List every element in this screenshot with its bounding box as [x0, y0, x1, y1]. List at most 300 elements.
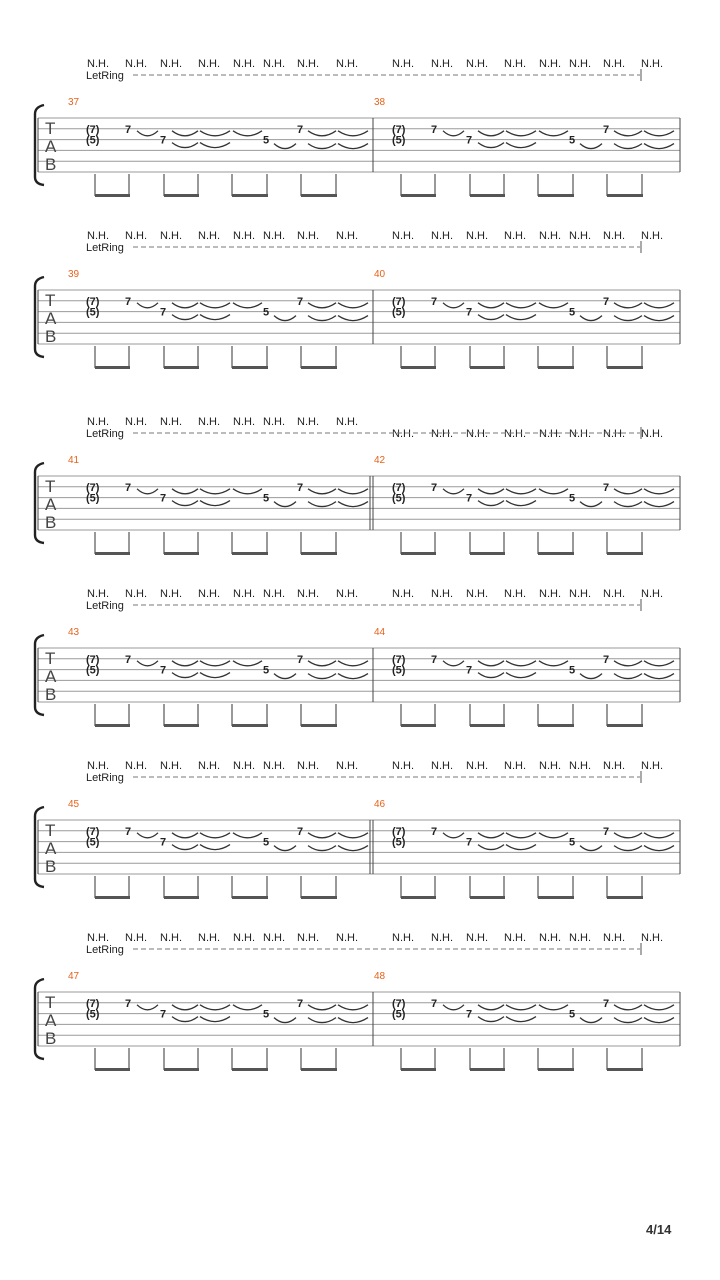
- tie: [308, 502, 336, 507]
- tie: [539, 1005, 568, 1010]
- tie: [137, 303, 158, 308]
- tab-note: 7: [160, 306, 167, 319]
- note-beam: [607, 366, 643, 369]
- tie: [443, 833, 464, 838]
- note-beam: [164, 366, 199, 369]
- note-beam: [232, 1068, 268, 1071]
- tab-note: 7: [466, 492, 473, 505]
- tab-note: 7: [431, 123, 438, 136]
- harmonic-marker: N.H.: [431, 932, 453, 944]
- measure-number: 39: [68, 269, 80, 280]
- tie: [580, 1018, 602, 1023]
- note-beam: [232, 896, 268, 899]
- harmonic-marker: N.H.: [641, 760, 663, 772]
- harmonic-marker: N.H.: [297, 588, 319, 600]
- tie: [644, 303, 674, 308]
- measure-number: 45: [68, 799, 80, 810]
- harmonic-marker: N.H.: [431, 230, 453, 242]
- tie: [644, 833, 674, 838]
- tie: [478, 143, 504, 148]
- harmonic-marker: N.H.: [336, 760, 358, 772]
- tie: [274, 144, 296, 149]
- tie: [580, 316, 602, 321]
- note-beam: [95, 1068, 130, 1071]
- tab-clef-letter: A: [45, 839, 57, 858]
- note-beam: [232, 366, 268, 369]
- harmonic-marker: N.H.: [125, 416, 147, 428]
- harmonic-marker: N.H.: [160, 230, 182, 242]
- harmonic-marker: N.H.: [504, 760, 526, 772]
- harmonic-marker: N.H.: [336, 588, 358, 600]
- let-ring-label: LetRing: [86, 944, 124, 956]
- harmonic-marker: N.H.: [125, 58, 147, 70]
- harmonic-marker: N.H.: [160, 760, 182, 772]
- harmonic-marker: N.H.: [336, 58, 358, 70]
- harmonic-marker: N.H.: [539, 932, 561, 944]
- tie: [233, 833, 262, 838]
- note-beam: [538, 1068, 574, 1071]
- note-beam: [538, 724, 574, 727]
- measure-number: 44: [374, 627, 386, 638]
- tie: [644, 846, 674, 851]
- tie: [478, 661, 504, 666]
- tie: [172, 315, 198, 320]
- tab-note: 7: [125, 997, 132, 1010]
- tie: [200, 131, 230, 136]
- harmonic-marker: N.H.: [392, 58, 414, 70]
- tie: [644, 131, 674, 136]
- tab-clef-letter: T: [45, 477, 56, 496]
- tab-note-ghost: (5): [86, 134, 100, 147]
- note-beam: [607, 724, 643, 727]
- tie: [338, 131, 368, 136]
- tie: [338, 316, 368, 321]
- tie: [614, 131, 642, 136]
- tie: [614, 502, 642, 507]
- note-beam: [470, 366, 505, 369]
- harmonic-marker: N.H.: [87, 588, 109, 600]
- tie: [644, 674, 674, 679]
- tie: [200, 1017, 230, 1022]
- harmonic-marker: N.H.: [569, 58, 591, 70]
- note-beam: [401, 1068, 436, 1071]
- tie: [478, 489, 504, 494]
- harmonic-marker: N.H.: [198, 760, 220, 772]
- note-beam: [232, 194, 268, 197]
- tie: [443, 131, 464, 136]
- tab-note-ghost: (5): [86, 492, 100, 505]
- note-beam: [301, 552, 337, 555]
- tie: [338, 303, 368, 308]
- note-beam: [401, 552, 436, 555]
- tab-note: 7: [297, 825, 304, 838]
- note-beam: [164, 724, 199, 727]
- tie: [443, 489, 464, 494]
- harmonic-marker: N.H.: [125, 230, 147, 242]
- tie: [506, 673, 536, 678]
- tie: [274, 502, 296, 507]
- harmonic-marker: N.H.: [603, 58, 625, 70]
- tab-clef-letter: T: [45, 291, 56, 310]
- tie: [233, 661, 262, 666]
- tie: [172, 501, 198, 506]
- tie: [172, 143, 198, 148]
- note-beam: [470, 1068, 505, 1071]
- harmonic-marker: N.H.: [297, 416, 319, 428]
- harmonic-marker: N.H.: [392, 760, 414, 772]
- tie: [506, 845, 536, 850]
- tab-note-ghost: (7): [392, 295, 406, 308]
- tie: [338, 489, 368, 494]
- tie: [172, 673, 198, 678]
- measure-number: 46: [374, 799, 386, 810]
- tab-note: 5: [263, 134, 270, 147]
- tab-note-ghost: (7): [86, 997, 100, 1010]
- harmonic-marker: N.H.: [603, 932, 625, 944]
- tie: [338, 674, 368, 679]
- tab-clef-letter: T: [45, 649, 56, 668]
- tie: [539, 303, 568, 308]
- tie: [506, 501, 536, 506]
- harmonic-marker: N.H.: [87, 760, 109, 772]
- tab-note: 7: [431, 481, 438, 494]
- harmonic-marker: N.H.: [297, 230, 319, 242]
- tab-clef-letter: T: [45, 821, 56, 840]
- tab-note-ghost: (5): [392, 664, 406, 677]
- tie: [478, 673, 504, 678]
- tie: [506, 489, 536, 494]
- tab-note: 7: [125, 295, 132, 308]
- harmonic-marker: N.H.: [539, 230, 561, 242]
- tie: [200, 1005, 230, 1010]
- tie: [338, 661, 368, 666]
- harmonic-marker: N.H.: [504, 932, 526, 944]
- harmonic-marker: N.H.: [125, 760, 147, 772]
- tie: [644, 661, 674, 666]
- tie: [137, 833, 158, 838]
- tie: [338, 144, 368, 149]
- tie: [539, 489, 568, 494]
- tab-note: 7: [466, 1008, 473, 1021]
- tie: [200, 833, 230, 838]
- tie: [172, 845, 198, 850]
- note-beam: [95, 724, 130, 727]
- harmonic-marker: N.H.: [160, 416, 182, 428]
- tie: [539, 131, 568, 136]
- harmonic-marker: N.H.: [233, 588, 255, 600]
- tab-note-ghost: (5): [392, 836, 406, 849]
- note-beam: [232, 552, 268, 555]
- tab-note-ghost: (5): [392, 306, 406, 319]
- tab-note: 7: [297, 123, 304, 136]
- tab-note: 7: [125, 481, 132, 494]
- tie: [580, 674, 602, 679]
- tab-clef-letter: T: [45, 993, 56, 1012]
- tie: [506, 1017, 536, 1022]
- tab-note: 5: [263, 492, 270, 505]
- tab-note: 5: [569, 134, 576, 147]
- tab-note: 7: [431, 653, 438, 666]
- tie: [172, 303, 198, 308]
- harmonic-marker: N.H.: [297, 58, 319, 70]
- tie: [614, 303, 642, 308]
- note-beam: [95, 194, 130, 197]
- harmonic-marker: N.H.: [233, 230, 255, 242]
- tie: [274, 1018, 296, 1023]
- measure-number: 48: [374, 971, 386, 982]
- harmonic-marker: N.H.: [125, 932, 147, 944]
- harmonic-marker: N.H.: [233, 932, 255, 944]
- tab-note: 7: [160, 836, 167, 849]
- harmonic-marker: N.H.: [87, 416, 109, 428]
- tie: [644, 489, 674, 494]
- tie: [506, 1005, 536, 1010]
- harmonic-marker: N.H.: [504, 230, 526, 242]
- tab-note: 7: [466, 664, 473, 677]
- harmonic-marker: N.H.: [263, 588, 285, 600]
- tie: [308, 1005, 336, 1010]
- harmonic-marker: N.H.: [466, 760, 488, 772]
- note-beam: [164, 194, 199, 197]
- tab-note: 7: [466, 306, 473, 319]
- system-bracket: [35, 105, 44, 185]
- harmonic-marker: N.H.: [198, 416, 220, 428]
- tab-note: 7: [125, 123, 132, 136]
- let-ring-label: LetRing: [86, 242, 124, 254]
- tie: [644, 1018, 674, 1023]
- tab-note-ghost: (7): [86, 653, 100, 666]
- harmonic-marker: N.H.: [431, 58, 453, 70]
- note-beam: [232, 724, 268, 727]
- tab-note: 7: [297, 653, 304, 666]
- tab-note: 7: [603, 481, 610, 494]
- tie: [274, 674, 296, 679]
- tie: [308, 846, 336, 851]
- note-beam: [538, 194, 574, 197]
- tie: [580, 846, 602, 851]
- note-beam: [470, 724, 505, 727]
- harmonic-marker: N.H.: [233, 58, 255, 70]
- harmonic-marker: N.H.: [263, 230, 285, 242]
- tab-note-ghost: (5): [392, 1008, 406, 1021]
- note-beam: [301, 896, 337, 899]
- harmonic-marker: N.H.: [297, 932, 319, 944]
- let-ring-label: LetRing: [86, 772, 124, 784]
- harmonic-marker: N.H.: [336, 230, 358, 242]
- harmonic-marker: N.H.: [569, 760, 591, 772]
- tie: [172, 131, 198, 136]
- harmonic-marker: N.H.: [263, 932, 285, 944]
- harmonic-marker: N.H.: [297, 760, 319, 772]
- harmonic-marker: N.H.: [539, 58, 561, 70]
- tie: [614, 1018, 642, 1023]
- tie: [580, 502, 602, 507]
- harmonic-marker: N.H.: [641, 588, 663, 600]
- tab-note: 7: [125, 825, 132, 838]
- harmonic-marker: N.H.: [641, 58, 663, 70]
- note-beam: [607, 896, 643, 899]
- tab-clef-letter: A: [45, 667, 57, 686]
- harmonic-marker: N.H.: [603, 588, 625, 600]
- note-beam: [95, 552, 130, 555]
- harmonic-marker: N.H.: [263, 58, 285, 70]
- tab-note: 7: [297, 997, 304, 1010]
- tie: [539, 661, 568, 666]
- tab-clef-letter: B: [45, 513, 57, 532]
- tab-note-ghost: (5): [392, 492, 406, 505]
- tie: [200, 661, 230, 666]
- measure-number: 40: [374, 269, 386, 280]
- tie: [233, 489, 262, 494]
- harmonic-marker: N.H.: [539, 588, 561, 600]
- harmonic-marker: N.H.: [466, 588, 488, 600]
- tie: [308, 131, 336, 136]
- note-beam: [538, 366, 574, 369]
- tie: [644, 502, 674, 507]
- tie: [338, 1018, 368, 1023]
- harmonic-marker: N.H.: [160, 588, 182, 600]
- tie: [338, 502, 368, 507]
- tab-note: 7: [431, 295, 438, 308]
- tie: [200, 143, 230, 148]
- tab-note: 7: [297, 481, 304, 494]
- tab-note-ghost: (7): [392, 653, 406, 666]
- tie: [614, 674, 642, 679]
- harmonic-marker: N.H.: [603, 760, 625, 772]
- harmonic-marker: N.H.: [233, 760, 255, 772]
- harmonic-marker: N.H.: [198, 58, 220, 70]
- measure-number: 38: [374, 97, 386, 108]
- harmonic-marker: N.H.: [160, 58, 182, 70]
- note-beam: [470, 194, 505, 197]
- tab-note: 7: [297, 295, 304, 308]
- tie: [200, 489, 230, 494]
- note-beam: [301, 724, 337, 727]
- harmonic-marker: N.H.: [336, 416, 358, 428]
- let-ring-label: LetRing: [86, 600, 124, 612]
- tie: [172, 833, 198, 838]
- harmonic-marker: N.H.: [198, 932, 220, 944]
- system-bracket: [35, 635, 44, 715]
- tab-note: 7: [160, 664, 167, 677]
- tab-note: 5: [569, 1008, 576, 1021]
- note-beam: [607, 552, 643, 555]
- tab-note: 7: [466, 134, 473, 147]
- harmonic-marker: N.H.: [641, 932, 663, 944]
- tab-clef-letter: B: [45, 327, 57, 346]
- tab-clef-letter: B: [45, 155, 57, 174]
- tie: [478, 303, 504, 308]
- note-beam: [164, 552, 199, 555]
- tie: [506, 303, 536, 308]
- tie: [233, 131, 262, 136]
- tie: [614, 316, 642, 321]
- tab-note-ghost: (7): [392, 123, 406, 136]
- tab-note: 7: [160, 134, 167, 147]
- tab-note-ghost: (5): [86, 836, 100, 849]
- tab-note: 5: [569, 492, 576, 505]
- tie: [308, 674, 336, 679]
- measure-number: 43: [68, 627, 80, 638]
- note-beam: [470, 896, 505, 899]
- tab-note: 5: [263, 836, 270, 849]
- tie: [614, 489, 642, 494]
- tie: [478, 845, 504, 850]
- page-number: 4/14: [646, 1222, 672, 1237]
- note-beam: [301, 194, 337, 197]
- tab-note: 7: [603, 295, 610, 308]
- measure-number: 42: [374, 455, 386, 466]
- tie: [308, 833, 336, 838]
- tab-note: 5: [569, 836, 576, 849]
- harmonic-marker: N.H.: [539, 428, 561, 440]
- harmonic-marker: N.H.: [569, 230, 591, 242]
- tie: [172, 489, 198, 494]
- harmonic-marker: N.H.: [160, 932, 182, 944]
- tab-clef-letter: T: [45, 119, 56, 138]
- tie: [506, 661, 536, 666]
- note-beam: [164, 896, 199, 899]
- tie: [338, 833, 368, 838]
- harmonic-marker: N.H.: [539, 760, 561, 772]
- tab-note: 5: [263, 1008, 270, 1021]
- tie: [200, 845, 230, 850]
- tab-note-ghost: (7): [392, 481, 406, 494]
- note-beam: [164, 1068, 199, 1071]
- tab-note: 7: [603, 825, 610, 838]
- note-beam: [95, 896, 130, 899]
- tie: [172, 1017, 198, 1022]
- tab-clef-letter: B: [45, 857, 57, 876]
- tie: [644, 316, 674, 321]
- tie: [478, 501, 504, 506]
- tie: [443, 1005, 464, 1010]
- tie: [200, 673, 230, 678]
- harmonic-marker: N.H.: [263, 416, 285, 428]
- tab-note: 7: [160, 1008, 167, 1021]
- tab-note: 7: [466, 836, 473, 849]
- harmonic-marker: N.H.: [466, 58, 488, 70]
- tie: [338, 846, 368, 851]
- harmonic-marker: N.H.: [392, 932, 414, 944]
- tie: [614, 1005, 642, 1010]
- tie: [644, 1005, 674, 1010]
- tab-clef-letter: A: [45, 495, 57, 514]
- tie: [308, 316, 336, 321]
- tie: [308, 661, 336, 666]
- tie: [644, 144, 674, 149]
- system-bracket: [35, 277, 44, 357]
- tab-clef-letter: B: [45, 1029, 57, 1048]
- harmonic-marker: N.H.: [569, 932, 591, 944]
- tab-note-ghost: (5): [392, 134, 406, 147]
- harmonic-marker: N.H.: [431, 588, 453, 600]
- tie: [308, 144, 336, 149]
- tie: [506, 143, 536, 148]
- tie: [478, 1017, 504, 1022]
- tie: [308, 1018, 336, 1023]
- harmonic-marker: N.H.: [392, 588, 414, 600]
- harmonic-marker: N.H.: [466, 428, 488, 440]
- note-beam: [401, 366, 436, 369]
- tie: [338, 1005, 368, 1010]
- tie: [539, 833, 568, 838]
- tie: [200, 315, 230, 320]
- tie: [478, 1005, 504, 1010]
- harmonic-marker: N.H.: [431, 428, 453, 440]
- tie: [614, 144, 642, 149]
- tab-note: 5: [263, 664, 270, 677]
